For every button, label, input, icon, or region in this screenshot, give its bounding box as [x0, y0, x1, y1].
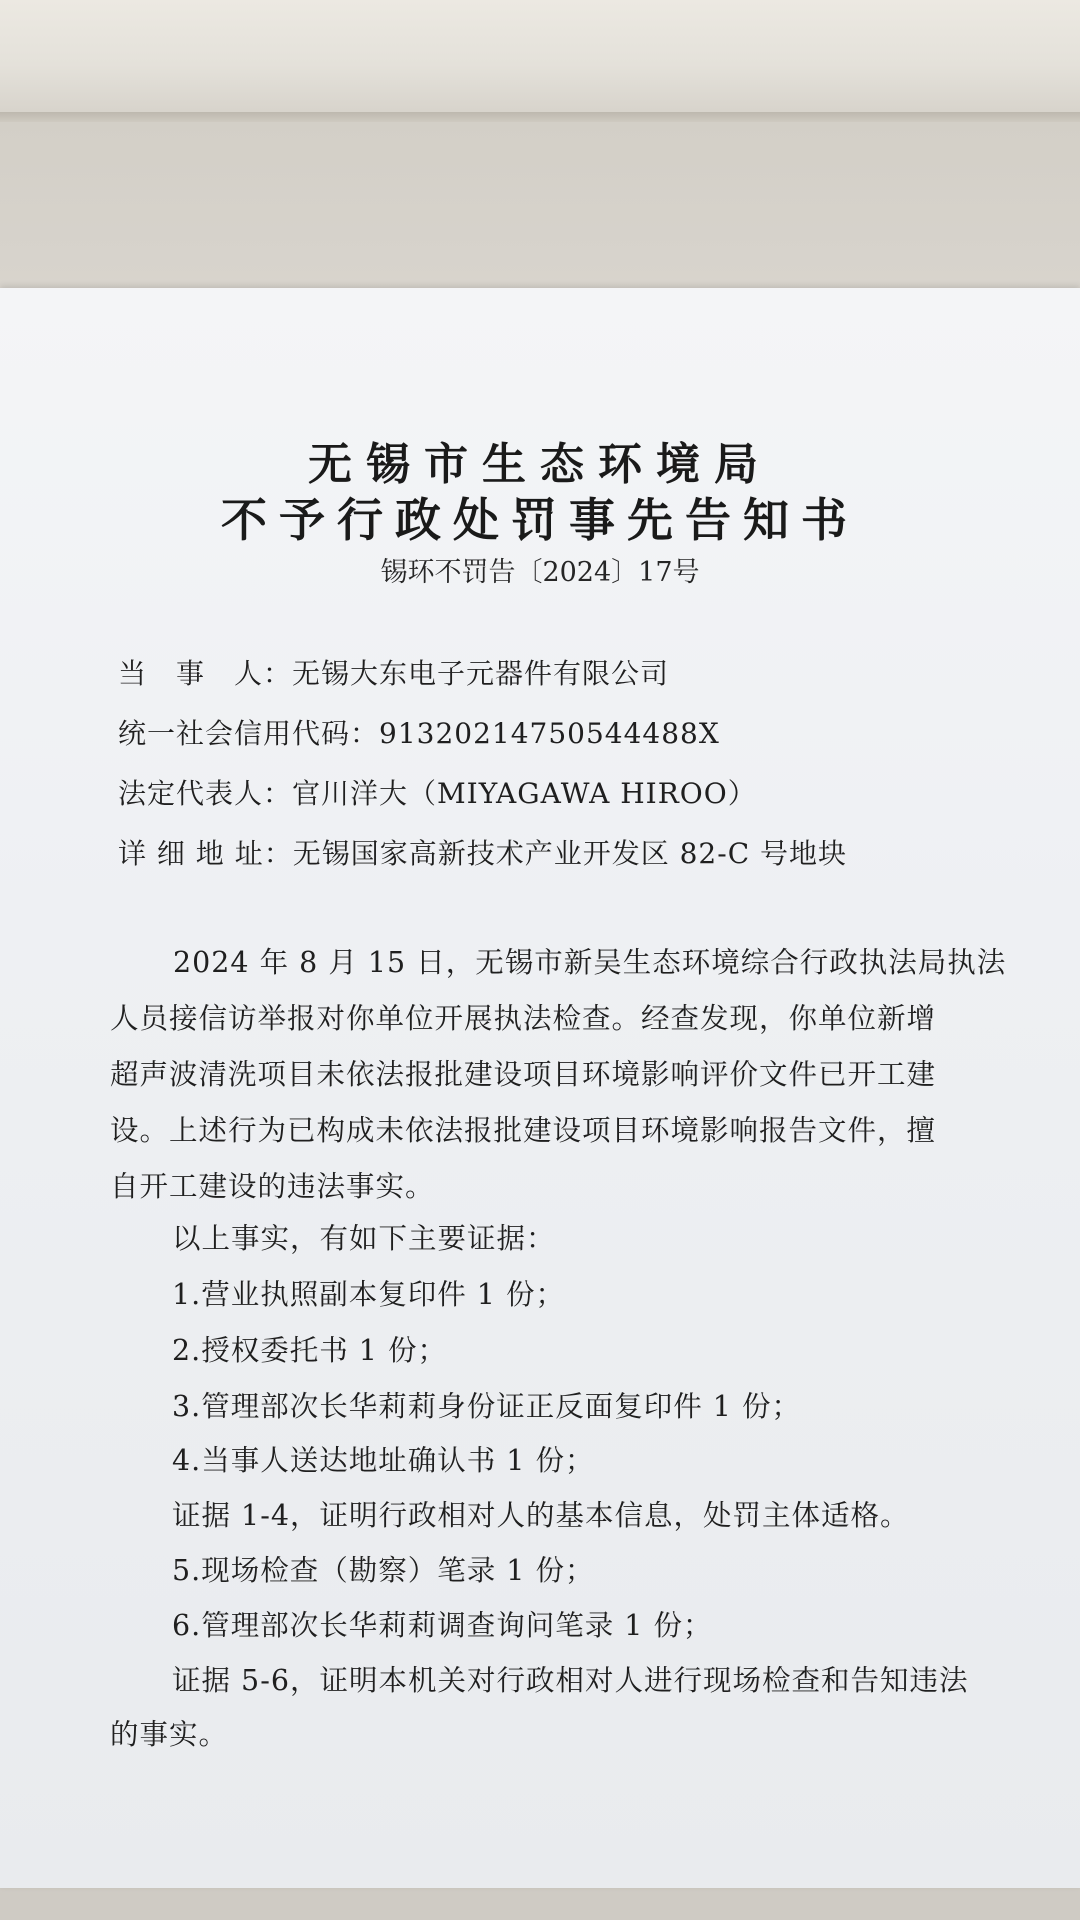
background-shelf	[0, 0, 1080, 118]
document-number: 锡环不罚告〔2024〕17号	[380, 557, 700, 588]
legal-rep-row	[118, 772, 757, 812]
background-shelf-edge	[0, 112, 1080, 122]
evidence-item: 2.授权委托书 1 份；	[172, 1334, 447, 1367]
facts-line: 2024 年 8 月 15 日，无锡市新吴生态环境综合行政执法局执法	[173, 946, 1007, 979]
facts-line: 设。上述行为已构成未依法报批建设项目环境影响报告文件，擅	[110, 1114, 937, 1147]
document-sheet	[0, 288, 1080, 1888]
evidence-note: 的事实。	[110, 1718, 229, 1751]
party-value: 无锡大东电子元器件有限公司	[292, 657, 670, 690]
evidence-note: 证据 5-6，证明本机关对行政相对人进行现场检查和告知违法	[172, 1664, 969, 1697]
facts-line: 超声波清洗项目未依法报批建设项目环境影响评价文件已开工建	[110, 1058, 937, 1091]
address-row	[118, 832, 847, 872]
credit-code-label: 统一社会信用代码：	[118, 717, 380, 750]
legal-rep-value: 官川洋大（MIYAGAWA HIROO）	[292, 777, 757, 810]
document-title: 不予行政处罚事先告知书	[221, 493, 859, 547]
address-value: 无锡国家高新技术产业开发区 82-C 号地块	[292, 837, 848, 870]
address-label: 详 细 地 址：	[118, 837, 293, 870]
evidence-intro: 以上事实，有如下主要证据：	[172, 1222, 556, 1255]
evidence-item: 6.管理部次长华莉莉调查询问笔录 1 份；	[172, 1609, 713, 1642]
evidence-item: 1.营业执照副本复印件 1 份；	[172, 1278, 565, 1311]
facts-line: 人员接信访举报对你单位开展执法检查。经查发现，你单位新增	[110, 1002, 937, 1035]
evidence-note: 证据 1-4，证明行政相对人的基本信息，处罚主体适格。	[172, 1499, 910, 1532]
facts-line: 自开工建设的违法事实。	[110, 1170, 435, 1203]
legal-rep-label: 法定代表人：	[118, 777, 293, 810]
issuing-authority-title: 无锡市生态环境局	[308, 439, 772, 490]
credit-code-row	[118, 712, 720, 752]
background-wall	[0, 122, 1080, 290]
evidence-item: 5.现场检查（勘察）笔录 1 份；	[172, 1554, 595, 1587]
party-row	[118, 652, 669, 692]
evidence-item: 3.管理部次长华莉莉身份证正反面复印件 1 份；	[172, 1390, 801, 1423]
party-label: 当 事 人：	[118, 657, 293, 690]
evidence-item: 4.当事人送达地址确认书 1 份；	[172, 1444, 595, 1477]
credit-code-value: 91320214750544488X	[379, 717, 720, 750]
